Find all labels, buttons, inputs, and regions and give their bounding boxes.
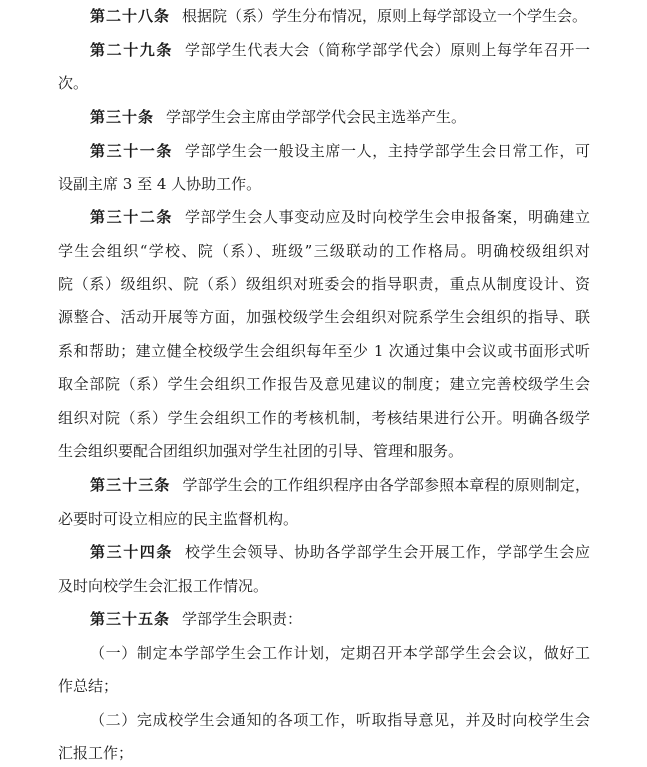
item-1-line-1 — [90, 639, 590, 667]
article-number: 第三十条 — [90, 108, 155, 126]
article-text: 学部学生会的工作组织程序由各学部参照本章程的原则制定， — [182, 476, 590, 494]
article-text: 学部学生会一般设主席一人，主持学部学生会日常工作，可 — [185, 142, 590, 160]
item-text: 作总结； — [58, 677, 119, 695]
article-30-line-1 — [90, 103, 590, 131]
article-32-line-3 — [58, 270, 590, 298]
article-text: 系和帮助；建立健全校级学生会组织每年至少 1 次通过集中会议或书面形式听 — [58, 342, 590, 360]
article-32-line-2 — [58, 237, 590, 265]
article-text: 生会组织要配合团组织加强对学生社团的引导、管理和服务。 — [58, 442, 464, 460]
article-28-line-1 — [90, 2, 590, 30]
article-number: 第三十三条 — [90, 476, 171, 494]
article-number: 第三十五条 — [90, 610, 171, 628]
item-text: 汇报工作； — [58, 744, 134, 762]
article-text: 学部学生会职责： — [182, 610, 303, 628]
article-text: 学部学生代表大会（简称学部学代会）原则上每学年召开一 — [185, 41, 590, 59]
article-32-line-8 — [58, 437, 590, 465]
article-text: 必要时可设立相应的民主监督机构。 — [58, 510, 299, 528]
article-35-line-1 — [90, 605, 590, 633]
item-text: （二）完成校学生会通知的各项工作，听取指导意见，并及时向校学生会 — [90, 711, 590, 729]
article-32-line-6 — [58, 370, 590, 398]
article-33-line-1 — [90, 471, 590, 499]
article-text: 组织对院（系）学生会组织工作的考核机制，考核结果进行公开。明确各级学 — [58, 409, 590, 427]
article-number: 第三十一条 — [90, 142, 173, 160]
article-text: 次。 — [58, 74, 89, 92]
article-32-line-7 — [58, 404, 590, 432]
article-number: 第二十九条 — [90, 41, 173, 59]
item-2-line-2 — [58, 739, 590, 767]
article-text: 源整合、活动开展等方面，加强校级学生会组织对院系学生会组织的指导、联 — [58, 308, 590, 326]
article-text: 及时向校学生会汇报工作情况。 — [58, 577, 269, 595]
article-text: 学部学生会主席由学部学代会民主选举产生。 — [166, 108, 467, 126]
article-text: 学生会组织“学校、院（系）、班级”三级联动的工作格局。明确校级组织对 — [58, 242, 590, 260]
article-text: 设副主席 3 至 4 人协助工作。 — [58, 175, 262, 193]
article-number: 第三十四条 — [90, 543, 173, 561]
article-29-line-1 — [90, 36, 590, 64]
article-text: 院（系）级组织、院（系）级组织对班委会的指导职责，重点从制度设计、资 — [58, 275, 590, 293]
article-text: 根据院（系）学生分布情况，原则上每学部设立一个学生会。 — [182, 7, 588, 25]
article-number: 第三十二条 — [90, 208, 173, 226]
article-29-line-2 — [58, 69, 590, 97]
article-31-line-2 — [58, 170, 590, 198]
article-text: 校学生会领导、协助各学部学生会开展工作，学部学生会应 — [185, 543, 590, 561]
article-text: 学部学生会人事变动应及时向校学生会申报备案，明确建立 — [185, 208, 590, 226]
item-1-line-2 — [58, 672, 590, 700]
article-32-line-1 — [90, 203, 590, 231]
article-34-line-2 — [58, 572, 590, 600]
article-32-line-4 — [58, 303, 590, 331]
article-34-line-1 — [90, 538, 590, 566]
article-number: 第二十八条 — [90, 7, 171, 25]
item-2-line-1 — [90, 706, 590, 734]
article-32-line-5 — [58, 337, 590, 365]
item-text: （一）制定本学部学生会工作计划，定期召开本学部学生会会议，做好工 — [90, 644, 590, 662]
article-31-line-1 — [90, 137, 590, 165]
article-33-line-2 — [58, 505, 590, 533]
article-text: 取全部院（系）学生会组织工作报告及意见建议的制度；建立完善校级学生会 — [58, 375, 590, 393]
